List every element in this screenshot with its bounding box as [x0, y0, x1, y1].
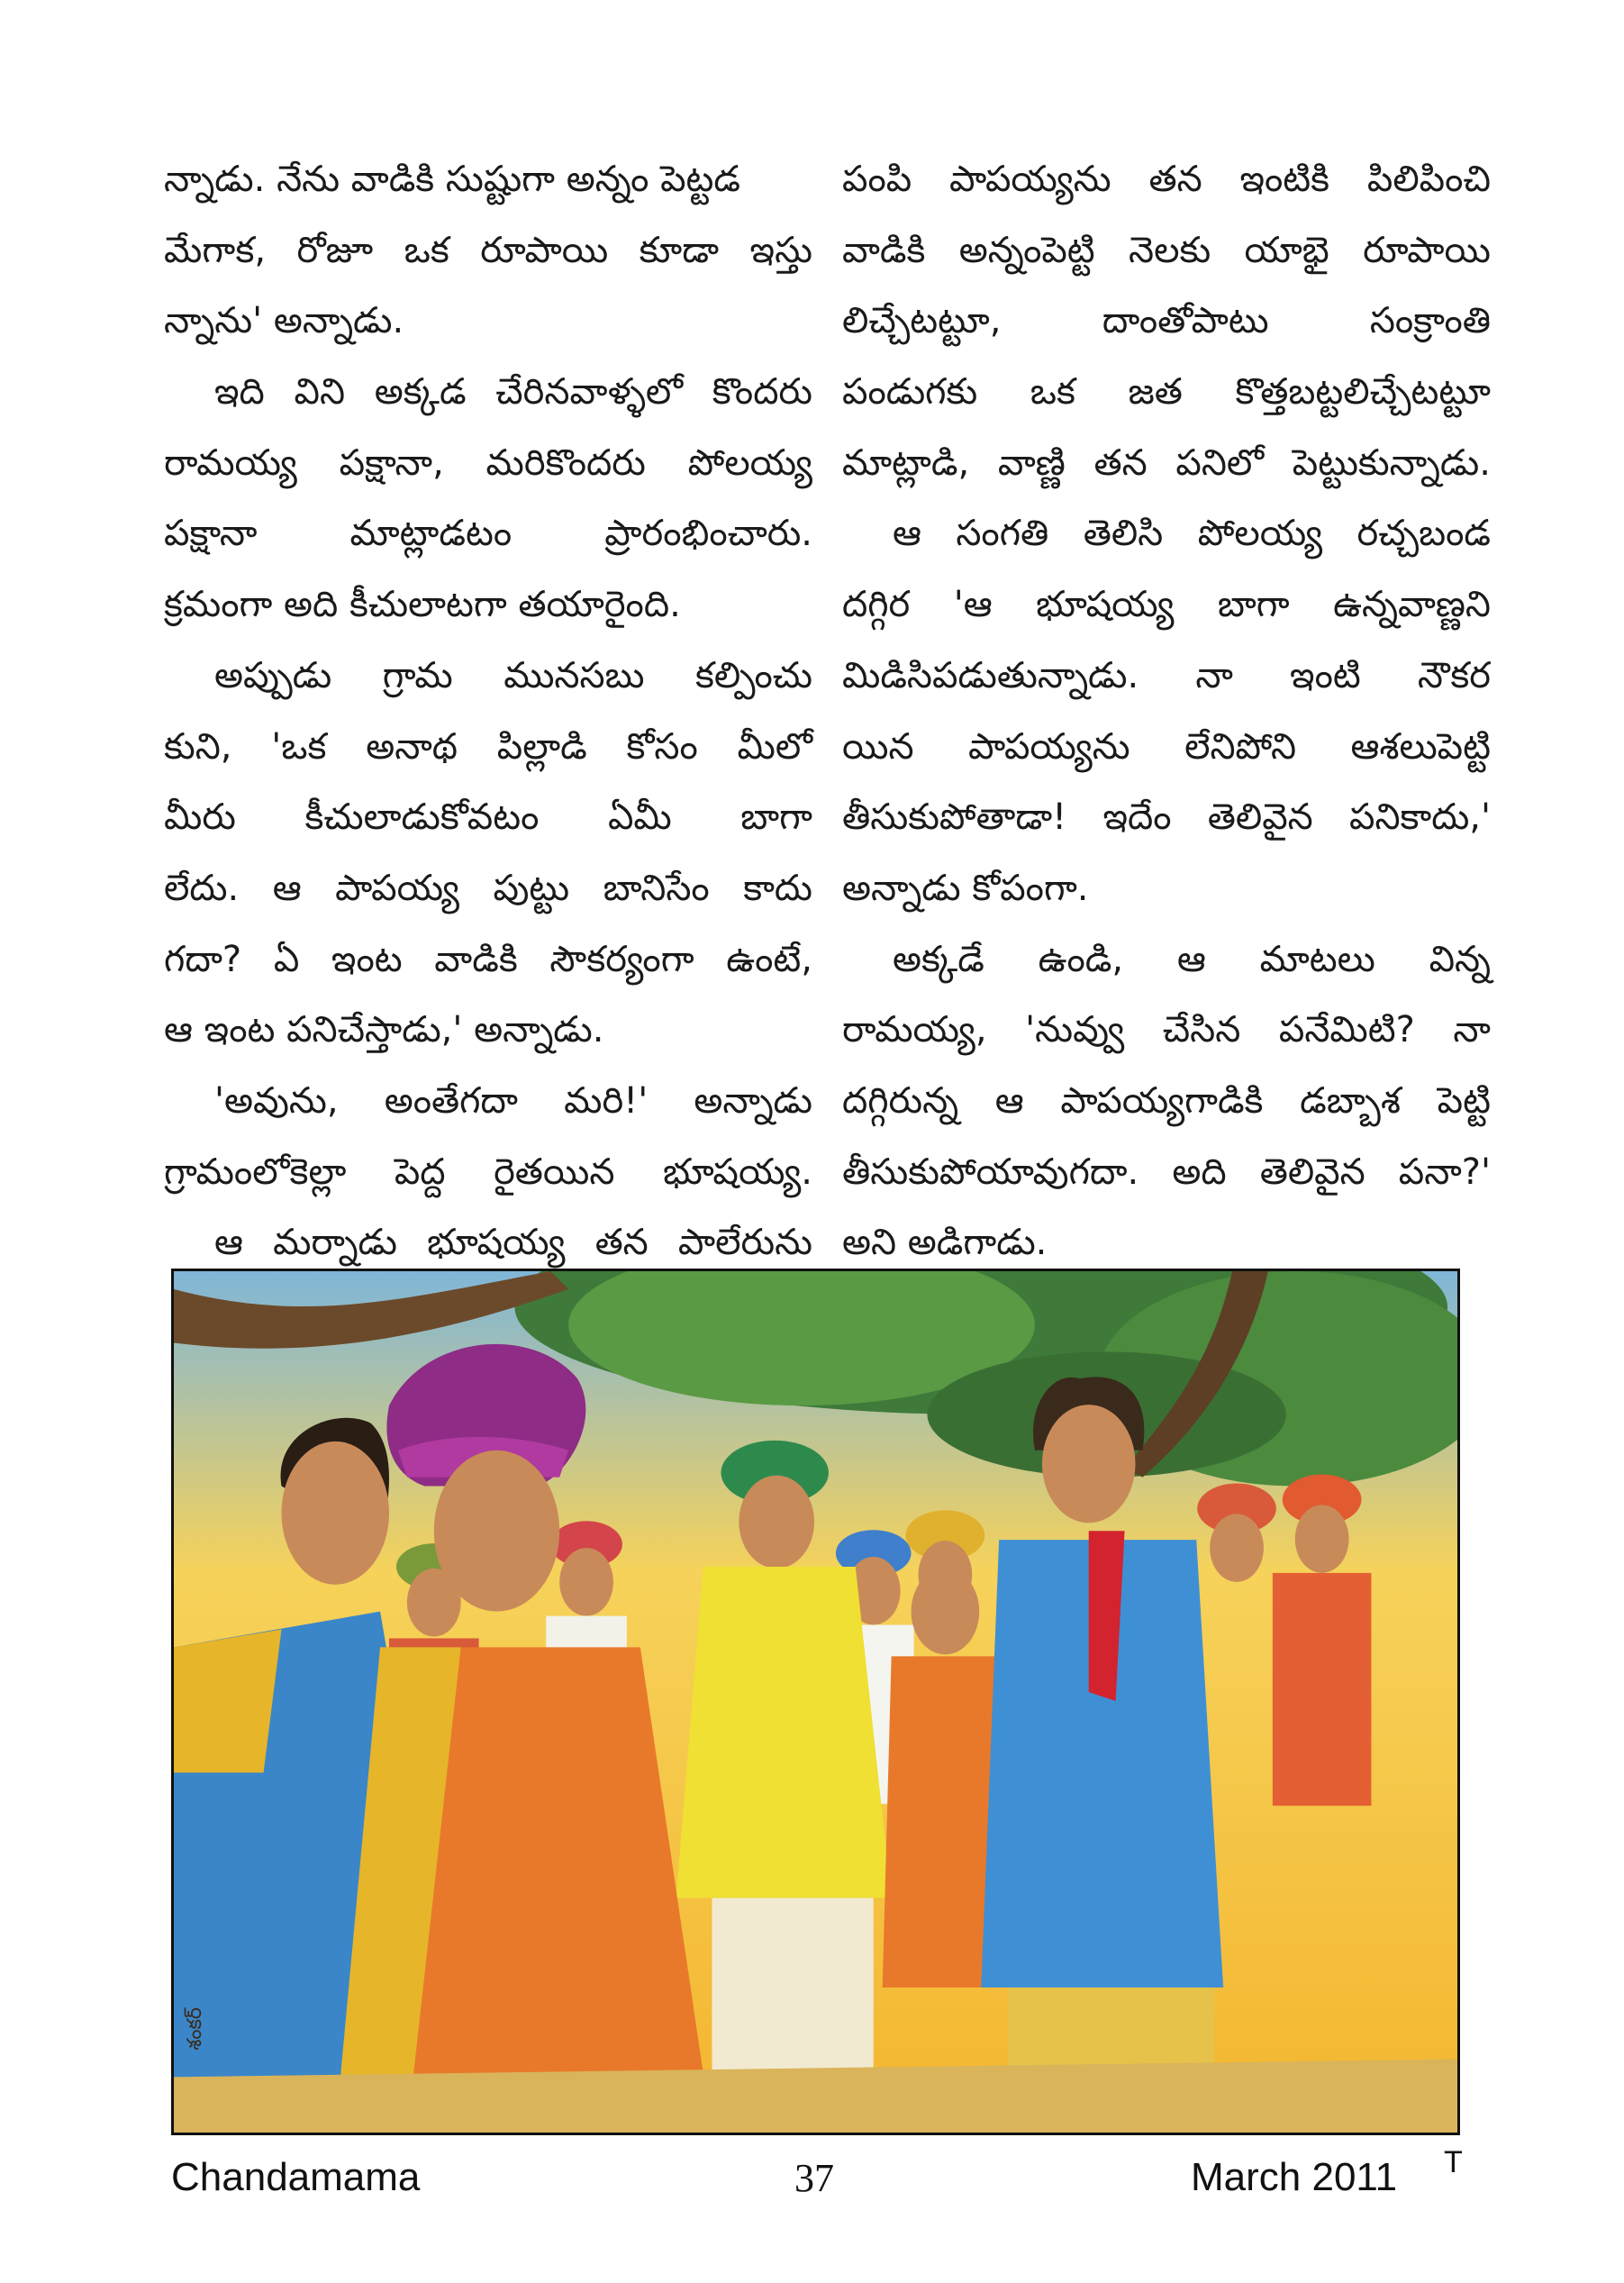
text-line: రామయ్య, 'నువ్వు చేసిన పనేమిటి? నా	[842, 1009, 1491, 1051]
text-line: యిన పాపయ్యను లేనిపోని ఆశలుపెట్టి	[842, 725, 1491, 768]
text-line: అని అడిగాడు.	[842, 1222, 1048, 1264]
artist-signature: శంకర్	[183, 2007, 206, 2051]
left-text-column	[164, 144, 812, 1278]
text-line: లేదు. ఆ పాపయ్య పుట్టు బానిసేం కాదు	[164, 867, 812, 909]
text-line: దగ్గిర 'ఆ భూషయ్య బాగా ఉన్నవాణ్ణని	[842, 584, 1491, 626]
text-line: తీసుకుపోయావుగదా. అది తెలివైన పనా?'	[842, 1151, 1491, 1193]
issue-date: March 2011	[1191, 2155, 1398, 2199]
text-line: రామయ్య పక్షానా, మరికొందరు పోలయ్య	[164, 441, 812, 484]
text-line: గ్రామంలోకెల్లా పెద్ద రైతయిన భూషయ్య.	[164, 1151, 812, 1193]
page-number: 37	[794, 2156, 834, 2200]
text-line: ఇది విని అక్కడ చేరినవాళ్ళలో కొందరు	[214, 371, 812, 414]
text-line: అక్కడే ఉండి, ఆ మాటలు విన్న	[893, 938, 1491, 980]
text-line: అన్నాడు కోపంగా.	[842, 867, 1089, 909]
story-illustration	[171, 1269, 1460, 2135]
text-line: 'అవును, అంతేగదా మరి!' అన్నాడు	[214, 1079, 812, 1122]
text-line: వాడికి అన్నంపెట్టి నెలకు యాభై రూపాయి	[842, 229, 1491, 271]
text-line: గదా? ఏ ఇంట వాడికి సౌకర్యంగా ఉంటే,	[164, 938, 812, 980]
text-line: మేగాక, రోజూ ఒక రూపాయి కూడా ఇస్తు	[164, 229, 812, 271]
right-text-column	[842, 144, 1491, 1278]
text-line: క్రమంగా అది కీచులాటగా తయారైంది.	[164, 584, 681, 626]
text-line: మాట్లాడి, వాణ్ణి తన పనిలో పెట్టుకున్నాడు.	[842, 441, 1491, 484]
text-line: కుని, 'ఒక అనాథ పిల్లాడి కోసం మీలో	[164, 725, 812, 768]
text-line: ఆ సంగతి తెలిసి పోలయ్య రచ్చబండ	[893, 513, 1491, 555]
text-line: పక్షానా మాట్లాడటం ప్రారంభించారు.	[164, 513, 812, 555]
text-line: దగ్గిరున్న ఆ పాపయ్యగాడికి డబ్బాశ పెట్టి	[842, 1079, 1491, 1122]
text-line: పంపి పాపయ్యను తన ఇంటికి పిలిపించి	[842, 159, 1491, 200]
text-line: ఆ ఇంట పనిచేస్తాడు,' అన్నాడు.	[164, 1009, 604, 1051]
magazine-name: Chandamama	[171, 2155, 421, 2199]
text-line: తీసుకుపోతాడా! ఇదేం తెలివైన పనికాదు,'	[842, 796, 1491, 839]
text-line: మీరు కీచులాడుకోవటం ఏమీ బాగా	[164, 796, 812, 839]
text-line: పండుగకు ఒక జత కొత్తబట్టలిచ్చేటట్టూ	[842, 371, 1491, 414]
edition-mark: T	[1444, 2145, 1463, 2179]
text-line: న్నాడు. నేను వాడికి సుష్టుగా అన్నం పెట్టడ	[164, 159, 741, 200]
text-line: మిడిసిపడుతున్నాడు. నా ఇంటి నౌకర	[842, 654, 1491, 696]
text-line: ఆ మర్నాడు భూషయ్య తన పాలేరును	[214, 1222, 812, 1264]
text-line: న్నాను' అన్నాడు.	[164, 300, 404, 342]
village-dispute-scene	[174, 1271, 1457, 2133]
text-line: లిచ్చేటట్టూ, దాంతోపాటు సంక్రాంతి	[842, 300, 1491, 342]
text-line: అప్పుడు గ్రామ మునసబు కల్పించు	[214, 654, 812, 696]
